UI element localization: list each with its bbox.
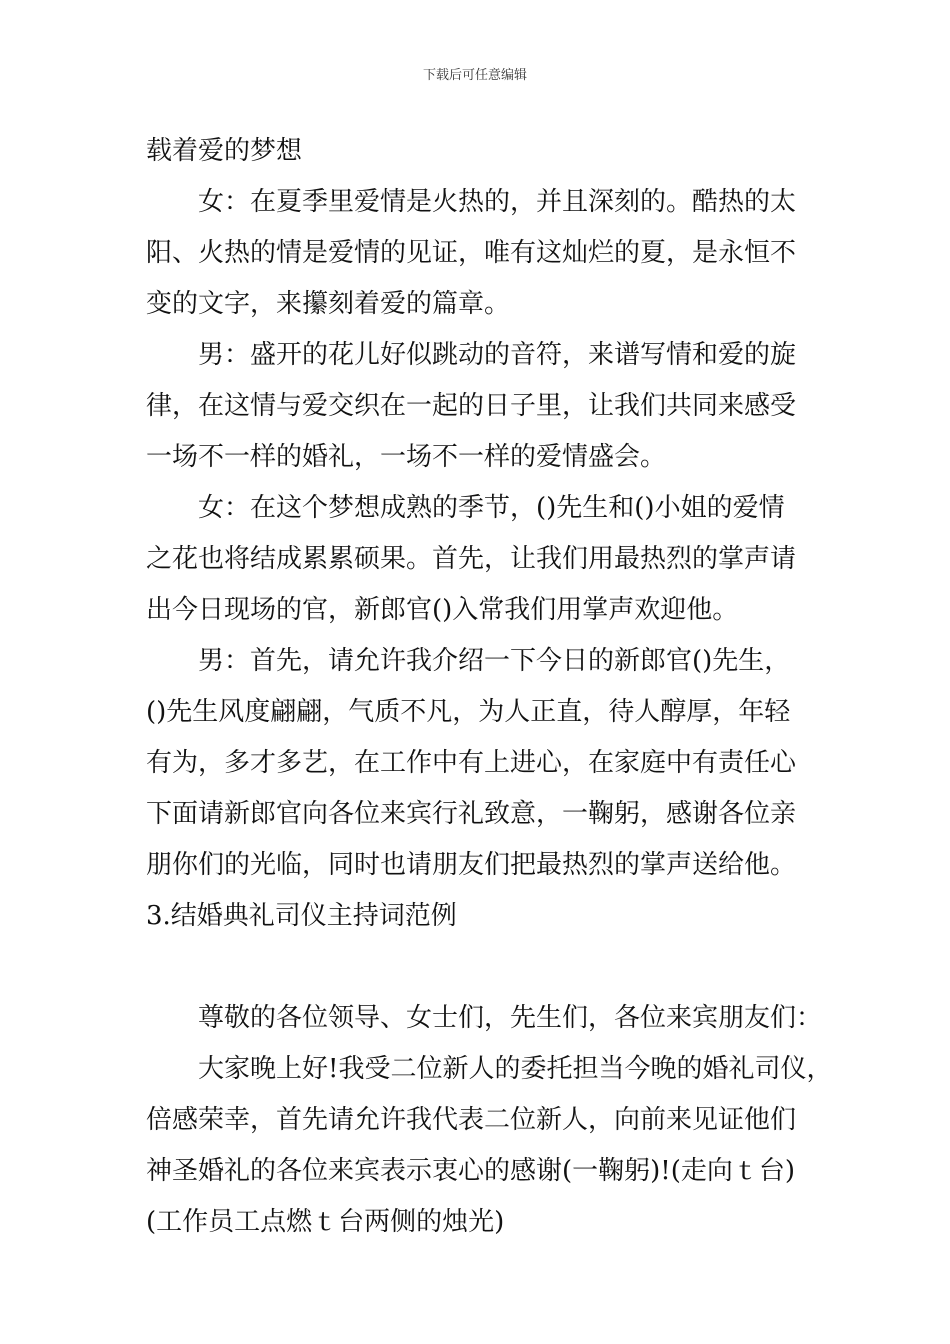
text-line: (工作员工点燃ｔ台两侧的烛光) <box>146 1207 505 1237</box>
paragraph-salutation <box>146 993 823 1044</box>
text-line: 变的文字，来攥刻着爱的篇章。 <box>146 289 511 319</box>
paragraph-1 <box>146 126 810 177</box>
text-line: 有为，多才多艺，在工作中有上进心，在家庭中有责任心 <box>146 748 797 778</box>
section-heading <box>146 891 810 942</box>
paragraph-4 <box>146 483 810 636</box>
text-line: 3.结婚典礼司仪主持词范例 <box>146 901 457 931</box>
paragraph-8 <box>146 1044 833 1248</box>
text-line: 出今日现场的官，新郎官()入常我们用掌声欢迎他。 <box>146 595 739 625</box>
text-line: 载着爱的梦想 <box>146 136 303 166</box>
text-line: 男：盛开的花儿好似跳动的音符，来谱写情和爱的旋 <box>198 340 797 370</box>
text-line: 女：在夏季里爱情是火热的，并且深刻的。酷热的太 <box>198 187 797 217</box>
text-line: 神圣婚礼的各位来宾表示衷心的感谢(一鞠躬)!(走向ｔ台) <box>146 1156 796 1186</box>
text-line: 女：在这个梦想成熟的季节，()先生和()小姐的爱情 <box>198 493 785 523</box>
document-body <box>146 126 833 1248</box>
text-line: 男：首先，请允许我介绍一下今日的新郎官()先生， <box>198 646 791 676</box>
text-line: 大家晚上好!我受二位新人的委托担当今晚的婚礼司仪， <box>198 1054 833 1084</box>
page-header: 下载后可任意编辑 <box>422 68 527 83</box>
text-line: 倍感荣幸，首先请允许我代表二位新人，向前来见证他们 <box>146 1105 797 1135</box>
text-line: 尊敬的各位领导、女士们，先生们，各位来宾朋友们： <box>198 1003 823 1033</box>
text-line: 之花也将结成累累硕果。首先，让我们用最热烈的掌声请 <box>146 544 797 574</box>
paragraph-2 <box>146 177 810 330</box>
paragraph-5 <box>146 636 810 891</box>
text-line: 阳、火热的情是爱情的见证，唯有这灿烂的夏，是永恒不 <box>146 238 797 268</box>
text-line: 律，在这情与爱交织在一起的日子里，让我们共同来感受 <box>146 391 797 421</box>
text-line: 朋你们的光临，同时也请朋友们把最热烈的掌声送给他。 <box>146 850 797 880</box>
text-line: 下面请新郎官向各位来宾行礼致意，一鞠躬，感谢各位亲 <box>146 799 797 829</box>
blank-line <box>146 942 810 993</box>
text-line: 一场不一样的婚礼，一场不一样的爱情盛会。 <box>146 442 667 472</box>
paragraph-3 <box>146 330 810 483</box>
text-line: ()先生风度翩翩，气质不凡，为人正直，待人醇厚，年轻 <box>146 697 791 727</box>
